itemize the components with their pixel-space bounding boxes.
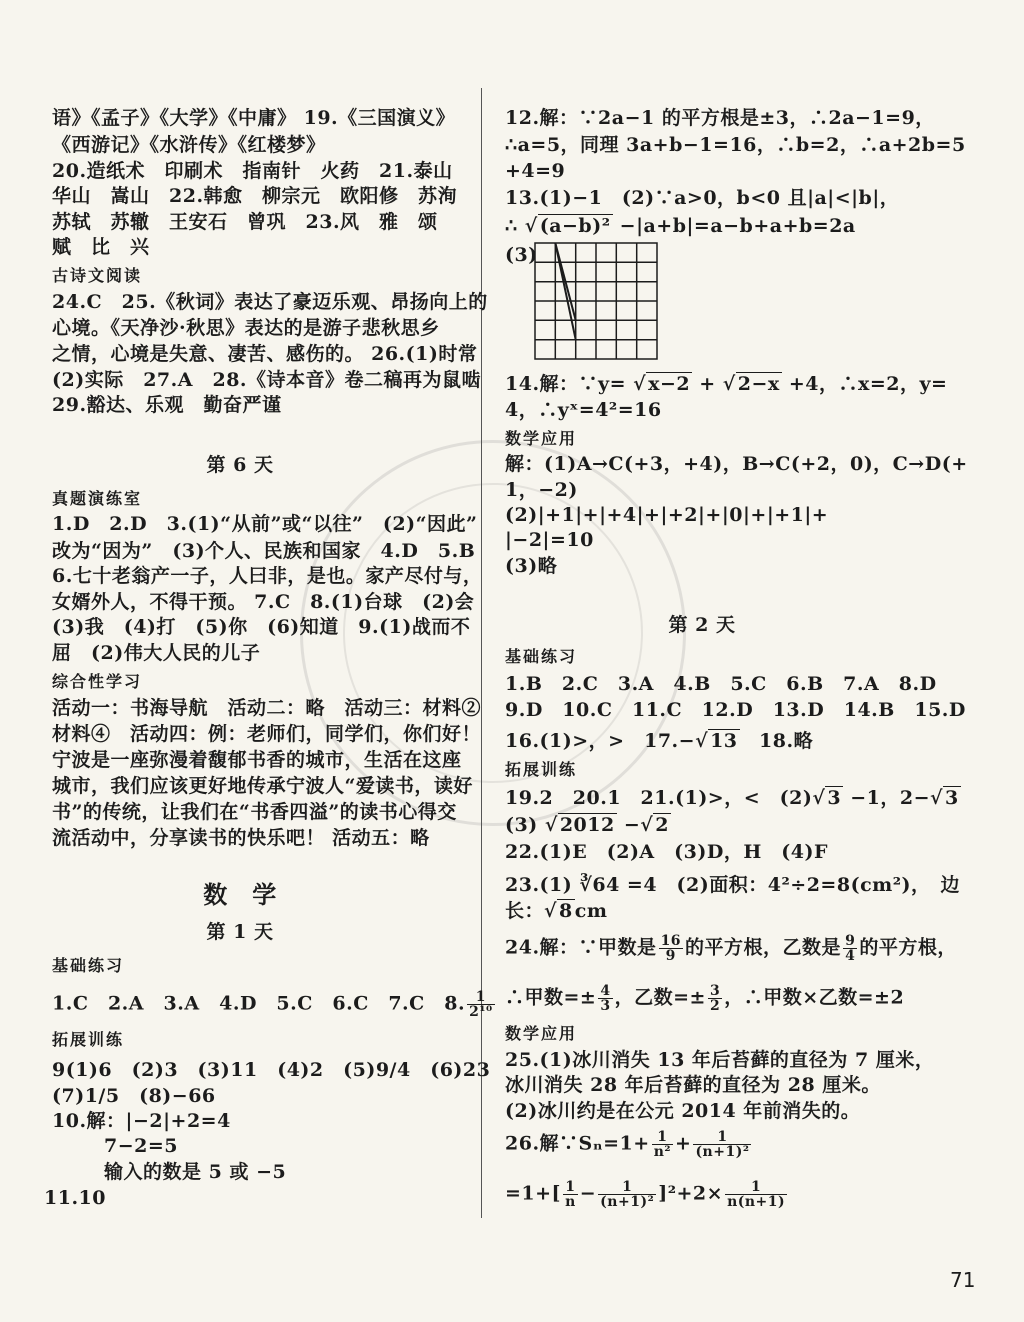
denominator: (n+1)²	[695, 1144, 750, 1160]
text-part: +	[692, 373, 723, 395]
text-line: (2)冰川约是在公元 2014 年前消失的。	[505, 1100, 861, 1122]
subject-title: 数 学	[203, 880, 277, 909]
text-part: cm	[574, 900, 608, 922]
section-heading: 基础练习	[505, 647, 578, 666]
fraction	[659, 934, 683, 963]
text-line: (3)	[505, 244, 538, 266]
text-line: 23.(1) ∛64 =4 (2)面积：4²÷2=8(cm²)， 边	[505, 874, 961, 896]
text-line	[505, 372, 947, 396]
text-line: 语》《孟子》《大学》《中庸》 19.《三国演义》	[52, 107, 456, 129]
text-line: 《西游记》《水浒传》《红楼梦》	[52, 134, 326, 156]
section-heading: 拓展训练	[505, 760, 578, 779]
text-line: 20.造纸术 印刷术 指南针 火药 21.泰山	[52, 160, 453, 182]
column-divider	[481, 88, 482, 1218]
text-line: 改为“因为” (3)个人、民族和国家 4.D 5.B	[52, 540, 476, 562]
text-line	[505, 984, 904, 1013]
text-line: 13.(1)−1 (2)∵a>0，b<0 且|a|<|b|，	[505, 187, 900, 209]
fraction	[693, 1130, 751, 1159]
numerator: 1	[563, 1180, 578, 1195]
text-line: 苏轼 苏辙 王安石 曾巩 23.风 雅 颂	[52, 211, 438, 233]
text-line: (2)|+1|+|+4|+|+2|+|0|+|+1|+	[505, 504, 829, 526]
denominator: 2¹⁰	[469, 1004, 493, 1020]
sqrt-icon: √	[695, 730, 709, 752]
numerator: 16	[660, 933, 682, 949]
fraction	[563, 1180, 578, 1209]
text-line: (2)实际 27.A 28.《诗本音》卷二稿再为鼠啮	[52, 369, 482, 391]
sqrt-icon: √	[633, 373, 647, 395]
text-line: 9.D 10.C 11.C 12.D 13.D 14.B 15.D	[505, 699, 966, 721]
radicand: 13	[710, 730, 738, 752]
radicand: 8	[559, 900, 573, 922]
text-line: 10.解：|−2|+2=4	[52, 1110, 231, 1132]
text-part: −|a+b|=a−b+a+b=2a	[612, 215, 856, 237]
text-line: |−2|=10	[505, 529, 594, 551]
text-part: +4，∴x=2，y=	[781, 373, 948, 395]
numerator: 1	[725, 1180, 787, 1195]
day-title: 第 1 天	[206, 921, 274, 943]
text-part: 19.2 20.1 21.(1)>，< (2)	[505, 787, 813, 809]
text-line	[505, 214, 856, 238]
fraction	[598, 1180, 656, 1209]
fraction	[708, 984, 722, 1013]
text-line: 解：(1)A→C(+3，+4)，B→C(+2，0)，C→D(+	[505, 453, 968, 475]
text-line: 24.C 25.《秋词》表达了豪迈乐观、昂扬向上的	[52, 291, 488, 313]
section-heading: 数学应用	[505, 1024, 578, 1043]
text-line: 7−2=5	[104, 1135, 179, 1157]
text-part: −	[616, 814, 641, 836]
text-part: 的平方根，	[859, 936, 957, 959]
text-line: (3)略	[505, 555, 558, 577]
text-line: 城市，我们应该更好地传承宁波人“爱读书，读好	[52, 775, 473, 797]
sqrt-icon: √	[544, 814, 558, 836]
basic-answers: 1.C 2.A 3.A 4.D 5.C 6.C 7.C 8.	[52, 992, 466, 1015]
radicand: (a−b)²	[539, 215, 611, 237]
text-line	[52, 990, 497, 1019]
numerator: 1	[652, 1130, 673, 1145]
denominator: n²	[653, 1144, 672, 1160]
sqrt-icon: √	[544, 900, 558, 922]
text-part: −	[579, 1182, 597, 1205]
text-line: +4=9	[505, 160, 566, 182]
fraction	[467, 990, 495, 1019]
text-line: 25.(1)冰川消失 13 年后苔藓的直径为 7 厘米，	[505, 1049, 935, 1071]
numerator: 1	[598, 1180, 656, 1195]
text-line: 赋 比 兴	[52, 236, 150, 258]
text-part: 24.解：∵甲数是	[505, 936, 657, 959]
text-line: 4，∴yˣ=4²=16	[505, 399, 662, 421]
text-line	[505, 729, 813, 753]
text-part: =1+[	[505, 1182, 562, 1205]
text-line: 9(1)6 (2)3 (3)11 (4)2 (5)9/4 (6)23	[52, 1059, 491, 1081]
text-line: 心境。《天净沙·秋思》表达的是游子悲秋思乡	[52, 317, 440, 339]
sqrt-icon: √	[930, 787, 943, 809]
radicand: 2012	[559, 814, 615, 836]
text-line: 6.七十老翁产一子，人曰非，是也。家产尽付与，	[52, 565, 483, 587]
text-line: 1，−2)	[505, 479, 578, 501]
text-part: 14.解：∵y=	[505, 373, 634, 395]
fraction	[598, 984, 612, 1013]
text-part: ∴甲数=±	[505, 986, 597, 1009]
numerator: 3	[709, 983, 721, 999]
text-line: 女婿外人，不得干预。 7.C 8.(1)台球 (2)会	[52, 591, 475, 613]
fraction	[652, 1130, 673, 1159]
text-line: 屈 (2)伟大人民的儿子	[52, 642, 261, 664]
text-part: 的平方根，乙数是	[685, 936, 842, 959]
radicand: 2−x	[737, 373, 780, 395]
text-part: ∴	[505, 215, 525, 237]
text-part: 16.(1)>，> 17.−	[505, 730, 696, 752]
denominator: n	[565, 1194, 576, 1210]
text-line: (3)我 (4)打 (5)你 (6)知道 9.(1)战而不	[52, 616, 471, 638]
text-line: 书”的传统，让我们在“书香四溢”的读书心得交	[52, 801, 457, 823]
text-part: ，∴甲数×乙数=±2	[724, 986, 905, 1009]
text-line: 宁波是一座弥漫着馥郁书香的城市，生活在这座	[52, 749, 462, 771]
text-line: 华山 嵩山 22.韩愈 柳宗元 欧阳修 苏洵	[52, 185, 458, 207]
denominator: 2	[709, 998, 721, 1014]
text-line: 之情，心境是失意、凄苦、感伤的。 26.(1)时常	[52, 343, 478, 365]
text-line: 1.B 2.C 3.A 4.B 5.C 6.B 7.A 8.D	[505, 673, 937, 695]
text-line: 29.豁达、乐观 勤奋严谨	[52, 394, 282, 416]
radicand: 2	[655, 814, 669, 836]
text-line: (7)1/5 (8)−66	[52, 1085, 216, 1107]
sqrt-icon: √	[524, 215, 538, 237]
numerator: 1	[693, 1130, 751, 1145]
denominator: 3	[600, 998, 611, 1014]
text-line	[505, 1130, 753, 1159]
radicand: 3	[827, 787, 842, 809]
text-part: ]²+2×	[658, 1182, 724, 1205]
text-line: 流活动中，分享读书的快乐吧！ 活动五：略	[52, 827, 430, 849]
numerator: 1	[467, 990, 495, 1005]
fraction	[843, 934, 857, 963]
radicand: 3	[945, 787, 959, 809]
text-line: 11.10	[44, 1187, 106, 1209]
text-line: 1.D 2.D 3.(1)“从前”或“以往” (2)“因此”	[52, 513, 478, 535]
text-line: 12.解：∵2a−1 的平方根是±3，∴2a−1=9，	[505, 107, 935, 129]
denominator: (n+1)²	[600, 1194, 655, 1210]
text-part: (3)	[505, 814, 545, 836]
day-title: 第 2 天	[668, 614, 736, 636]
text-line: 22.(1)E (2)A (3)D，H (4)F	[505, 841, 828, 863]
text-part: 26.解∵Sₙ=1+	[505, 1132, 650, 1155]
page-number: 71	[950, 1268, 976, 1292]
sqrt-icon: √	[812, 787, 826, 809]
grid-figure	[534, 242, 658, 360]
day-title: 第 6 天	[206, 454, 274, 476]
denominator: 9	[665, 948, 676, 964]
text-line: 冰川消失 28 年后苔藓的直径为 28 厘米。	[505, 1074, 881, 1096]
text-part: −1，2−	[843, 787, 930, 809]
text-line	[505, 813, 671, 837]
denominator: 4	[845, 948, 856, 964]
text-part: +	[675, 1132, 692, 1155]
section-heading: 数学应用	[505, 429, 578, 448]
section-heading: 基础练习	[52, 956, 125, 975]
text-line: 活动一：书海导航 活动二：略 活动三：材料②	[52, 697, 482, 719]
section-heading: 真题演练室	[52, 489, 143, 508]
sqrt-icon: √	[722, 373, 736, 395]
text-line	[505, 899, 607, 923]
text-line	[505, 934, 957, 963]
text-line: 材料④ 活动四：例：老师们，同学们，你们好！	[52, 723, 482, 745]
text-part: 长：	[505, 900, 545, 922]
numerator: 9	[845, 933, 856, 949]
section-heading: 综合性学习	[52, 672, 143, 691]
text-line: 输入的数是 5 或 −5	[104, 1161, 287, 1183]
fraction	[725, 1180, 787, 1209]
text-line	[505, 1180, 789, 1209]
text-part: ，乙数=±	[614, 986, 706, 1009]
text-line: ∴a=5，同理 3a+b−1=16，∴b=2，∴a+2b=5	[505, 134, 966, 156]
numerator: 4	[600, 983, 611, 999]
text-part: 18.略	[739, 730, 814, 752]
sqrt-icon: √	[640, 814, 654, 836]
text-line	[505, 786, 961, 810]
section-heading: 拓展训练	[52, 1030, 125, 1049]
radicand: x−2	[648, 373, 691, 395]
section-heading: 古诗文阅读	[52, 266, 143, 285]
denominator: n(n+1)	[727, 1194, 786, 1210]
